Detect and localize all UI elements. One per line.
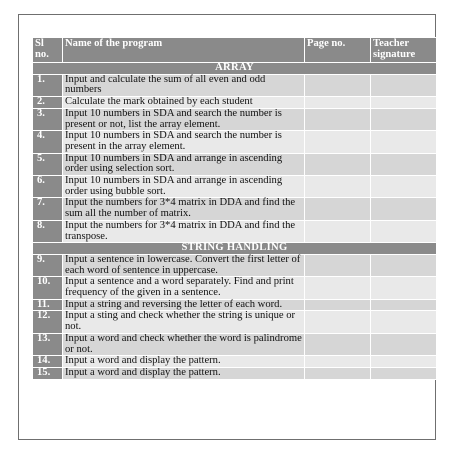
page-no-cell (305, 131, 371, 153)
table-row (33, 254, 437, 276)
teacher-signature-cell (371, 277, 437, 299)
section-row (33, 63, 437, 75)
serial-number: 6. (33, 176, 63, 198)
teacher-signature-cell (371, 356, 437, 368)
page-no-cell (305, 254, 371, 276)
page-no-cell (305, 97, 371, 109)
serial-number: 15. (33, 367, 63, 379)
table-row (33, 356, 437, 368)
page-no-cell (305, 198, 371, 220)
teacher-signature-cell (371, 299, 437, 311)
page-no-cell (305, 153, 371, 175)
program-index-table (32, 37, 437, 380)
program-name: Input a word and check whether the word is palindrome or not. (63, 333, 305, 355)
program-name: Input a word and display the pattern. (63, 356, 305, 368)
teacher-signature-cell (371, 254, 437, 276)
teacher-signature-cell (371, 108, 437, 130)
table-row (33, 176, 437, 198)
serial-number: 10. (33, 277, 63, 299)
program-name: Calculate the mark obtained by each student (63, 97, 305, 109)
table-row (33, 198, 437, 220)
table-row (33, 131, 437, 153)
teacher-signature-cell (371, 176, 437, 198)
header-page-no: Page no. (305, 38, 371, 63)
table-row (33, 299, 437, 311)
serial-number: 7. (33, 198, 63, 220)
serial-number: 8. (33, 220, 63, 242)
table-row (33, 277, 437, 299)
page-no-cell (305, 333, 371, 355)
header-program-name: Name of the program (63, 38, 305, 63)
table-row (33, 153, 437, 175)
teacher-signature-cell (371, 74, 437, 96)
program-name: Input a word and display the pattern. (63, 367, 305, 379)
page-no-cell (305, 74, 371, 96)
table-row (33, 108, 437, 130)
table-row (33, 220, 437, 242)
serial-number: 12. (33, 311, 63, 333)
section-row (33, 243, 437, 255)
table-row (33, 367, 437, 379)
program-name: Input a sting and check whether the string is unique or not. (63, 311, 305, 333)
table-row (33, 333, 437, 355)
program-name: Input a string and reversing the letter of each word. (63, 299, 305, 311)
teacher-signature-cell (371, 97, 437, 109)
serial-number: 13. (33, 333, 63, 355)
page-no-cell (305, 356, 371, 368)
serial-number: 4. (33, 131, 63, 153)
page-no-cell (305, 108, 371, 130)
program-name: Input a sentence and a word separately. Find and print frequency of the given in a sentence. (63, 277, 305, 299)
serial-number: 2. (33, 97, 63, 109)
table-row (33, 311, 437, 333)
program-name: Input a sentence in lowercase. Convert the first letter of each word of sentence in uppercase. (63, 254, 305, 276)
program-name: Input the numbers for 3*4 matrix in DDA and find the sum all the number of matrix. (63, 198, 305, 220)
table-header-row (33, 38, 437, 63)
program-name: Input and calculate the sum of all even and odd numbers (63, 74, 305, 96)
serial-number: 9. (33, 254, 63, 276)
header-teacher-signature: Teacher signature (371, 38, 437, 63)
table-row (33, 74, 437, 96)
serial-number: 3. (33, 108, 63, 130)
teacher-signature-cell (371, 333, 437, 355)
page-no-cell (305, 277, 371, 299)
serial-number: 5. (33, 153, 63, 175)
serial-number: 1. (33, 74, 63, 96)
serial-number: 14. (33, 356, 63, 368)
teacher-signature-cell (371, 131, 437, 153)
serial-number: 11. (33, 299, 63, 311)
teacher-signature-cell (371, 220, 437, 242)
program-name: Input the numbers for 3*4 matrix in DDA and find the transpose. (63, 220, 305, 242)
teacher-signature-cell (371, 311, 437, 333)
page-no-cell (305, 299, 371, 311)
page-no-cell (305, 311, 371, 333)
program-name: Input 10 numbers in SDA and arrange in ascending order using bubble sort. (63, 176, 305, 198)
page-no-cell (305, 176, 371, 198)
page-no-cell (305, 367, 371, 379)
teacher-signature-cell (371, 367, 437, 379)
header-sl-no: Sl no. (33, 38, 63, 63)
table-row (33, 97, 437, 109)
section-title: ARRAY (33, 63, 437, 75)
teacher-signature-cell (371, 198, 437, 220)
program-name: Input 10 numbers in SDA and search the number is present in the array element. (63, 131, 305, 153)
section-title: STRING HANDLING (33, 243, 437, 255)
program-name: Input 10 numbers in SDA and arrange in ascending order using selection sort. (63, 153, 305, 175)
teacher-signature-cell (371, 153, 437, 175)
page-no-cell (305, 220, 371, 242)
program-name: Input 10 numbers in SDA and search the number is present or not, list the array element. (63, 108, 305, 130)
table-body (33, 63, 437, 380)
